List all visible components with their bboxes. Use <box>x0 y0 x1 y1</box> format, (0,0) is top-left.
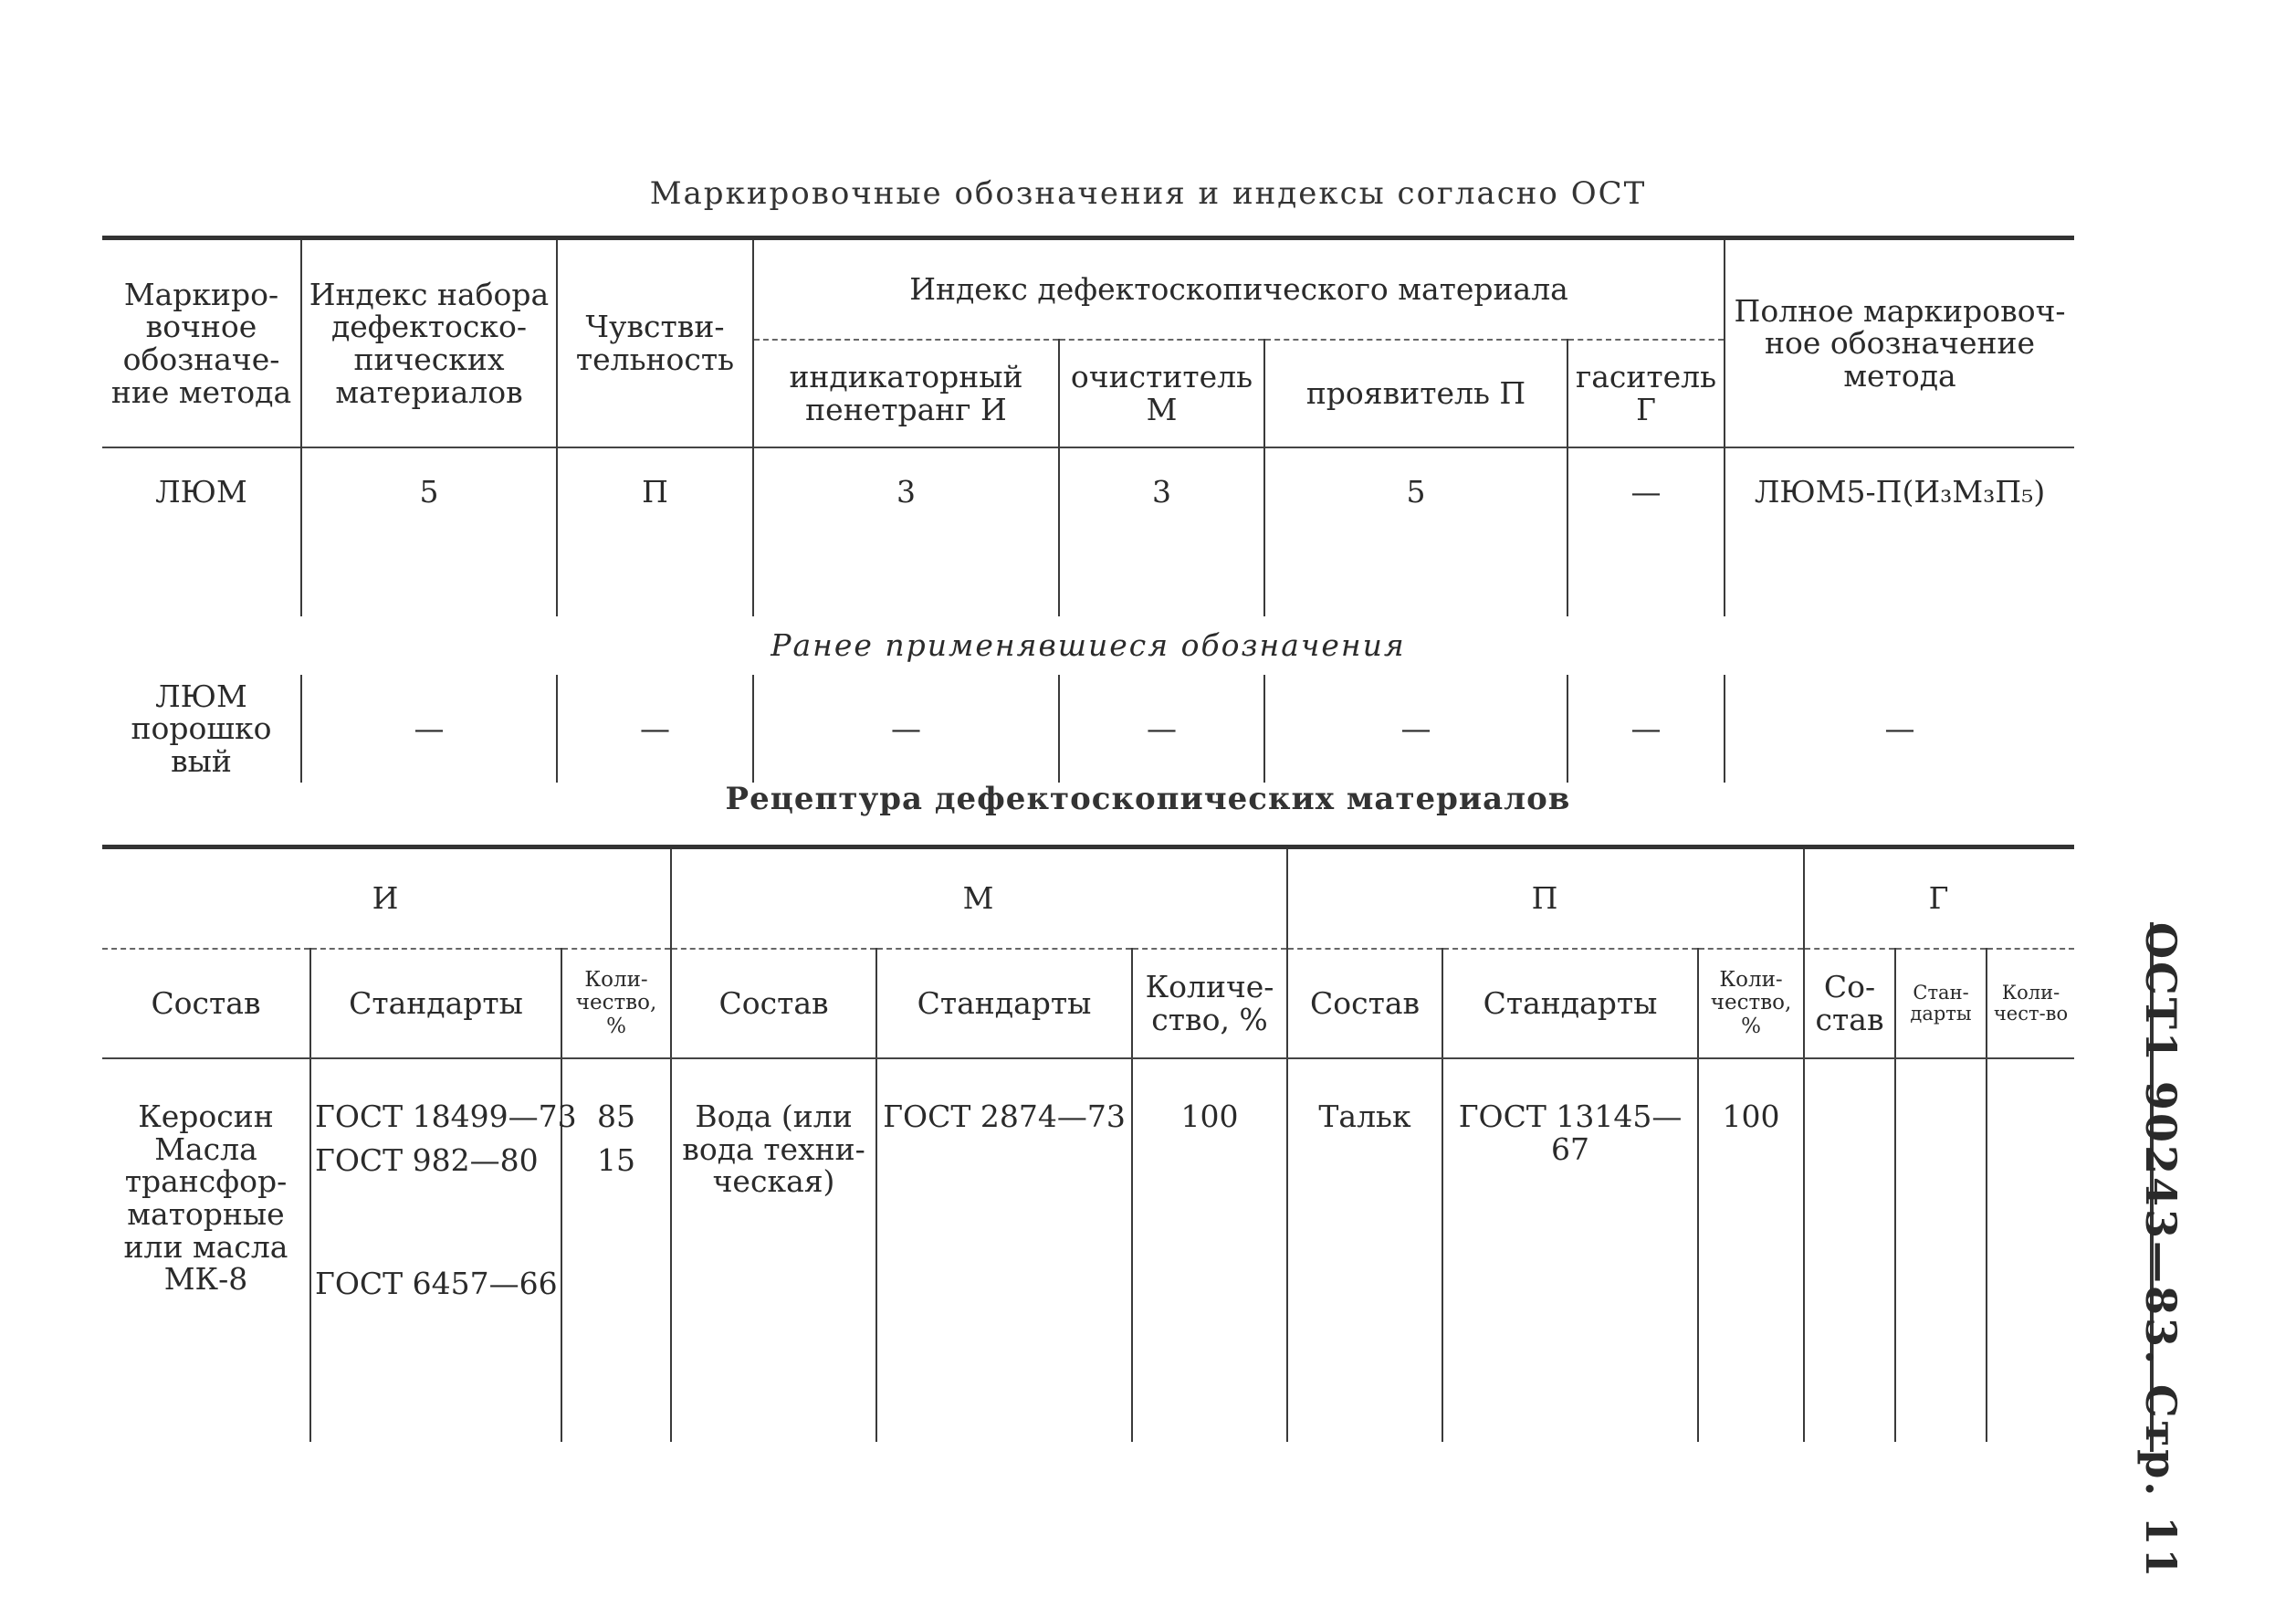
subheader-developer: проявитель П <box>1264 340 1567 447</box>
cell-developer: 5 <box>1264 447 1567 616</box>
subheader-cleaner: очиститель М <box>1059 340 1264 447</box>
prev-cell-dash: — <box>1567 675 1725 783</box>
previous-designations-caption: Ранее применявшиеся обозначения <box>771 627 1406 664</box>
P-standard: ГОСТ 13145—67 <box>1442 1058 1698 1442</box>
col-composition: Со-став <box>1804 949 1895 1058</box>
M-composition: Вода (или вода техни-ческая) <box>671 1058 876 1442</box>
header-full-marking: Полное маркировоч-ное обозначение метода <box>1725 238 2074 448</box>
prev-cell-dash: — <box>301 675 557 783</box>
cell-penetrant: 3 <box>753 447 1059 616</box>
prev-cell-dash: — <box>1059 675 1264 783</box>
col-composition: Состав <box>102 949 310 1058</box>
table1-title: Маркировочные обозначения и индексы согласно ОСТ <box>649 175 1647 212</box>
page-footer-label: ОСТ1 90243—83. Стр. 11 <box>2136 922 2186 1581</box>
col-standards: Стан-дарты <box>1895 949 1987 1058</box>
recipe-table <box>102 845 2074 1442</box>
cell-method: ЛЮМ <box>102 447 301 616</box>
header-kit-index: Индекс набора дефектоско-пических материалов <box>301 238 557 448</box>
col-composition: Состав <box>671 949 876 1058</box>
I-quantity-1: 85 <box>597 1099 636 1134</box>
cell-kit-index: 5 <box>301 447 557 616</box>
table2-title: Рецептура дефектоскопических материалов <box>725 781 1571 817</box>
col-standards: Стандарты <box>1442 949 1698 1058</box>
prev-cell-dash: — <box>1725 675 2074 783</box>
col-quantity: Количе-ство, % <box>1132 949 1287 1058</box>
I-standard-2: ГОСТ 982—80 <box>315 1141 539 1178</box>
header-sensitivity: Чувстви-тельность <box>557 238 753 448</box>
I-standard-1: ГОСТ 18499—73 <box>315 1099 577 1134</box>
col-quantity: Коли-чест-во <box>1987 949 2074 1058</box>
col-standards: Стандарты <box>310 949 561 1058</box>
I-composition-2: Масла трансфор-маторные или масла МК-8 <box>123 1130 288 1298</box>
G-standard-empty <box>1895 1058 1987 1442</box>
I-standard-3: ГОСТ 6457—66 <box>315 1266 558 1302</box>
group-M: М <box>671 847 1287 950</box>
cell-full-marking: ЛЮМ5-П(И₃М₃П₅) <box>1725 447 2074 616</box>
G-quantity-empty <box>1987 1058 2074 1442</box>
P-composition: Тальк <box>1287 1058 1442 1442</box>
group-G: Г <box>1804 847 2074 950</box>
I-standards <box>310 1058 577 1442</box>
P-quantity: 100 <box>1698 1058 1804 1442</box>
header-material-index: Индекс дефектоскопического материала <box>753 238 1725 341</box>
side-page-label <box>2136 922 2208 1581</box>
I-composition-1: Керосин <box>138 1099 274 1134</box>
prev-cell-dash: — <box>557 675 753 783</box>
cell-cleaner: 3 <box>1059 447 1264 616</box>
col-standards: Стандарты <box>876 949 1132 1058</box>
cell-sensitivity: П <box>557 447 753 616</box>
prev-cell-method: ЛЮМ порошко вый <box>102 675 301 783</box>
I-quantity-2: 15 <box>597 1141 636 1178</box>
group-P: П <box>1287 847 1804 950</box>
header-method: Маркиро-вочное обозначе-ние метода <box>102 238 301 448</box>
col-quantity: Коли-чество, % <box>1698 949 1804 1058</box>
group-I: И <box>102 847 671 950</box>
G-composition-empty <box>1804 1058 1895 1442</box>
M-quantity: 100 <box>1132 1058 1287 1442</box>
cell-quencher: — <box>1567 447 1725 616</box>
I-compositions <box>102 1058 310 1442</box>
subheader-quencher: гаситель Г <box>1567 340 1725 447</box>
marking-table <box>102 236 2074 783</box>
prev-cell-dash: — <box>753 675 1059 783</box>
prev-cell-dash: — <box>1264 675 1567 783</box>
col-quantity: Коли-чество, % <box>561 949 671 1058</box>
I-quantities <box>561 1058 671 1442</box>
col-composition: Состав <box>1287 949 1442 1058</box>
M-standard: ГОСТ 2874—73 <box>876 1058 1132 1442</box>
subheader-penetrant: индикаторный пенетранг И <box>753 340 1059 447</box>
